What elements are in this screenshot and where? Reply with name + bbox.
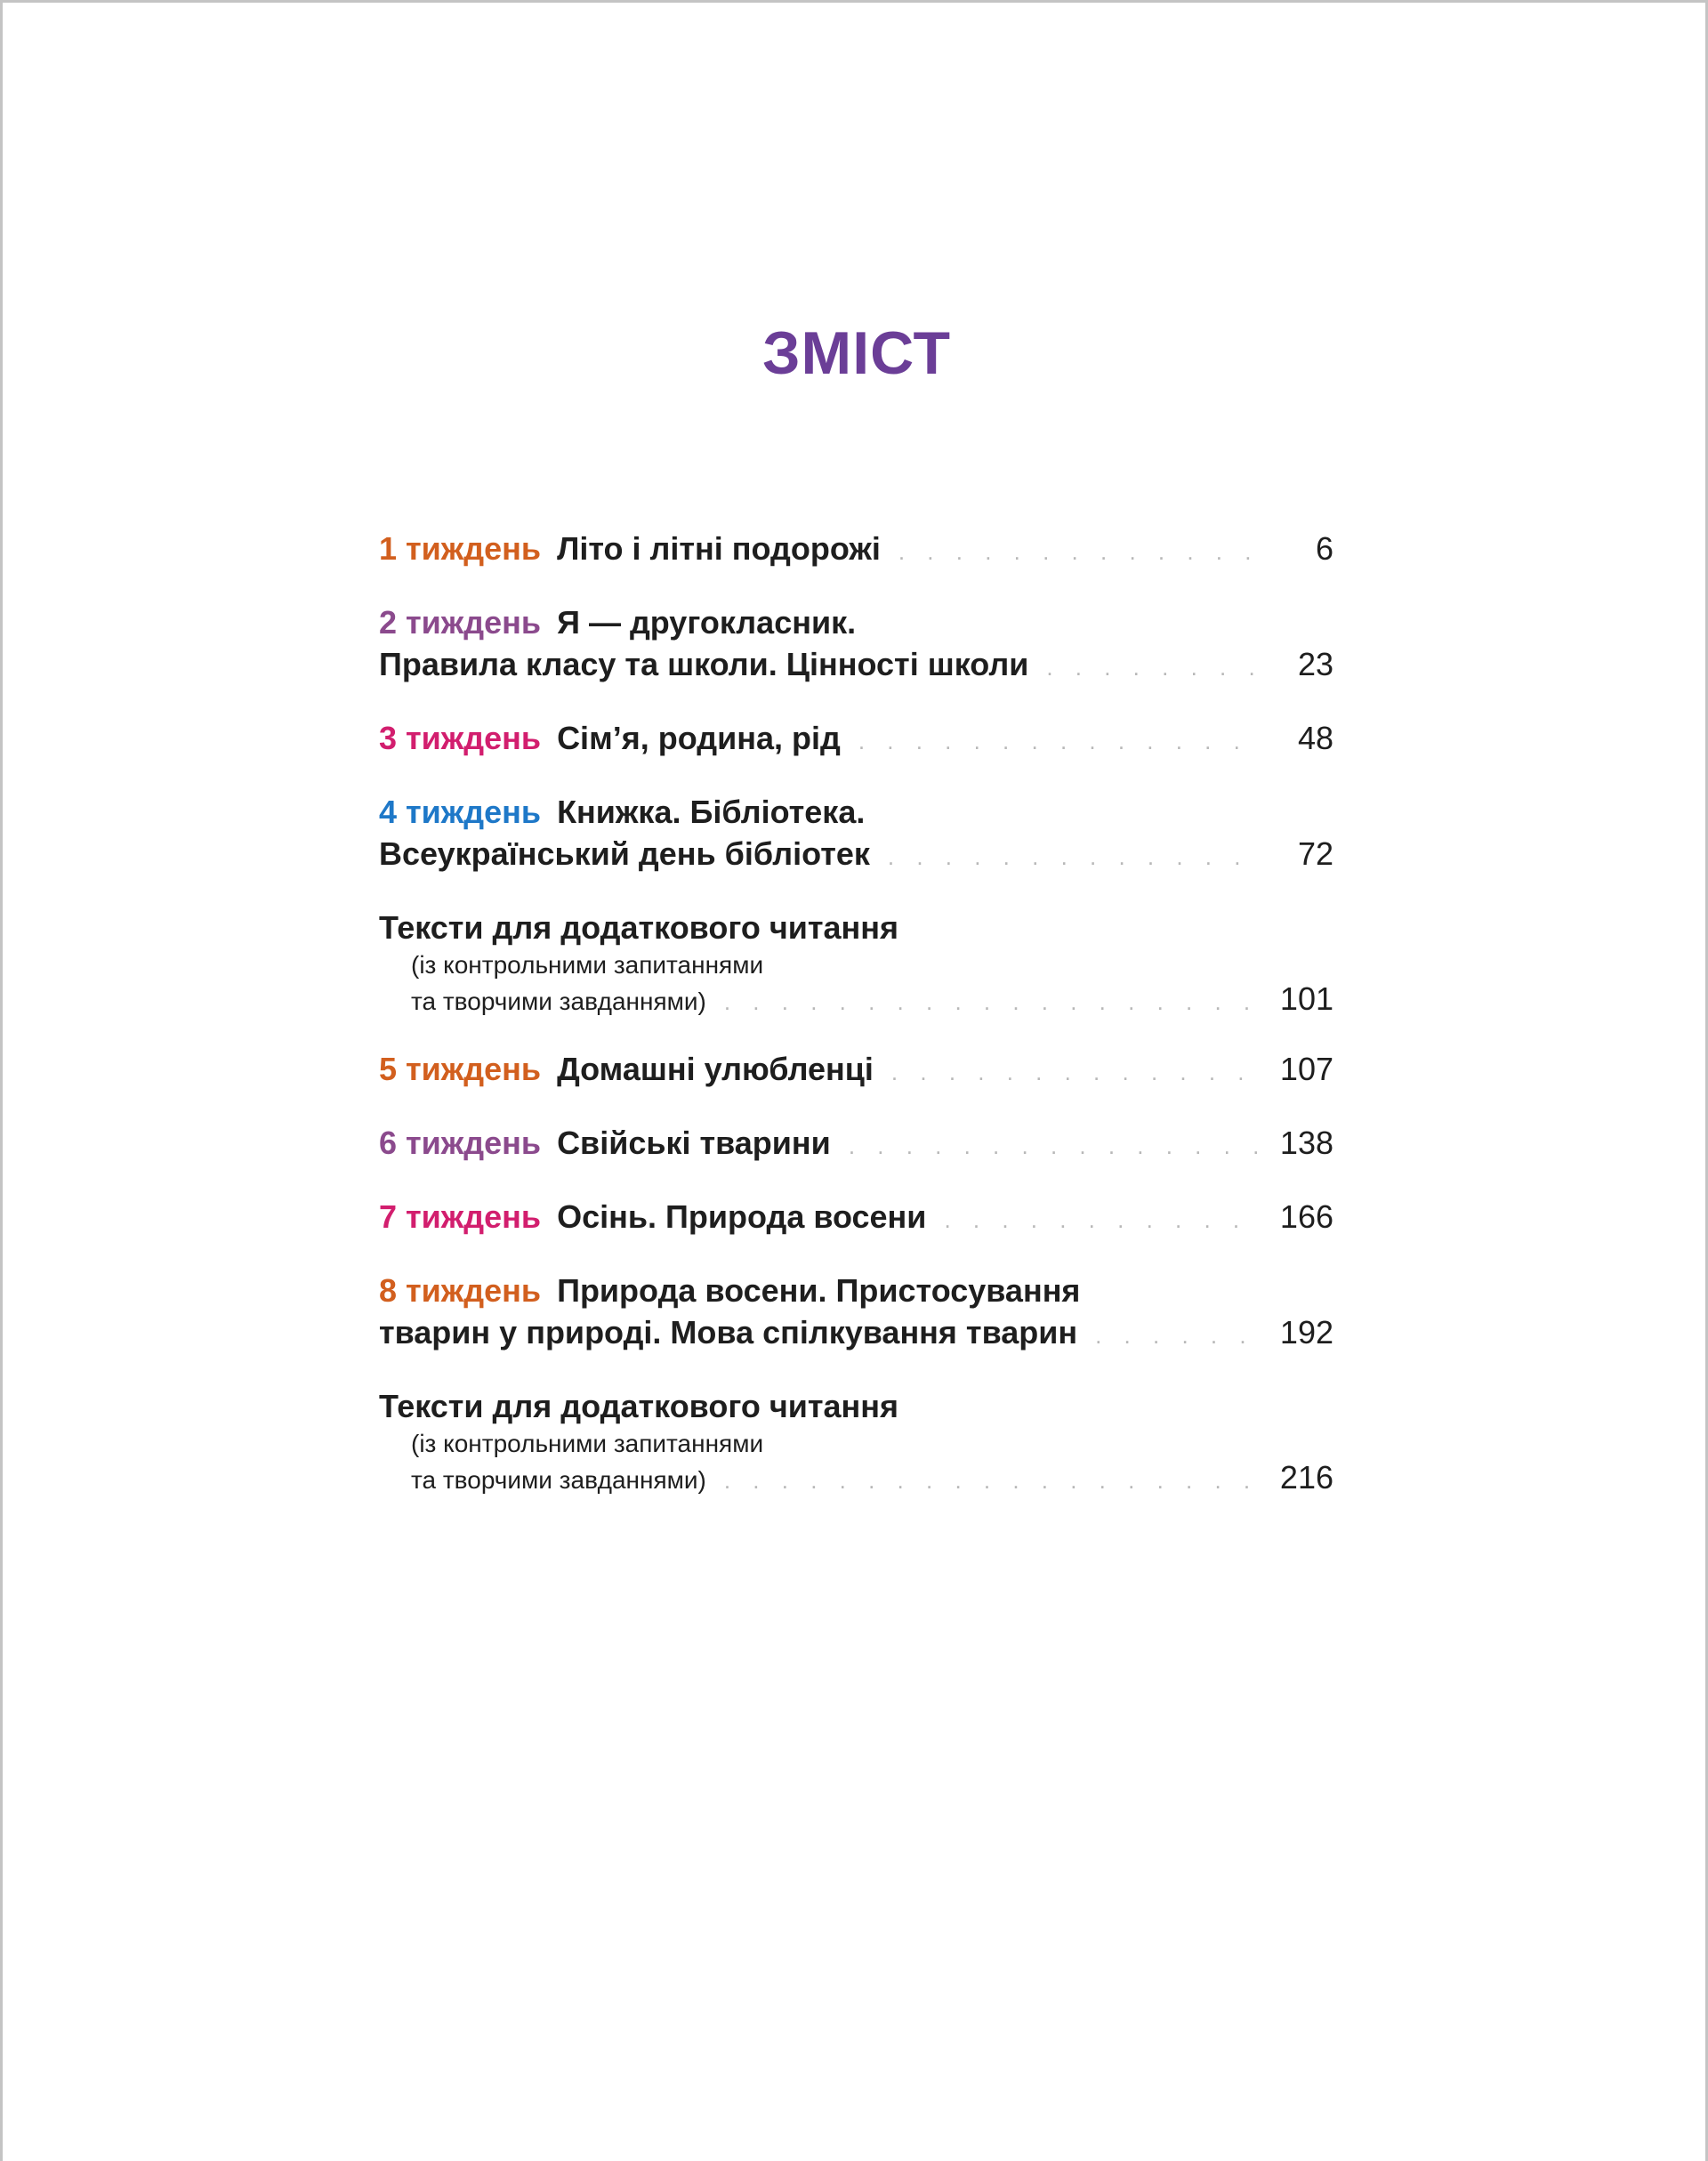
toc-entry-extra-reading-1	[379, 907, 1333, 1016]
entry-title-continued: Всеукраїнський день бібліотек	[379, 835, 870, 872]
toc-entry-week-7	[379, 1196, 1333, 1238]
entry-subtitle-continued: та творчими завданнями)	[411, 1466, 706, 1494]
entry-title: Осінь. Природа восени	[557, 1198, 927, 1235]
dot-leader	[898, 531, 1259, 573]
toc-entry-week-6	[379, 1122, 1333, 1164]
entry-title: Сім’я, родина, рід	[557, 720, 841, 756]
toc-entry-week-1	[379, 528, 1333, 569]
entry-title: Книжка. Бібліотека.	[557, 794, 866, 830]
entry-subtitle-continued: та творчими завданнями)	[411, 988, 706, 1015]
page-number: 101	[1279, 980, 1333, 1017]
week-label: 7 тиждень	[379, 1198, 542, 1235]
entry-subtitle: (із контрольними запитаннями	[411, 951, 764, 979]
week-label: 2 тиждень	[379, 604, 542, 641]
entry-title-continued: Правила класу та школи. Цінності школи	[379, 646, 1029, 682]
page-number: 6	[1315, 530, 1333, 567]
entry-title: Тексти для додаткового читання	[379, 909, 899, 946]
page-number: 192	[1279, 1314, 1333, 1351]
entry-title: Тексти для додаткового читання	[379, 1388, 899, 1424]
toc-entry-week-8	[379, 1270, 1333, 1353]
dot-leader	[891, 1052, 1259, 1093]
page-number: 216	[1279, 1459, 1333, 1496]
dot-leader	[724, 1464, 1259, 1497]
dot-leader	[858, 721, 1259, 762]
toc-entry-week-2	[379, 601, 1333, 685]
week-label: 3 тиждень	[379, 720, 542, 756]
toc-entry-week-4	[379, 791, 1333, 875]
week-label: 5 тиждень	[379, 1051, 542, 1087]
week-label: 6 тиждень	[379, 1125, 542, 1161]
dot-leader	[944, 1199, 1259, 1241]
dot-leader	[724, 985, 1259, 1019]
page-number: 107	[1279, 1051, 1333, 1087]
dot-leader	[849, 1125, 1259, 1167]
entry-title: Я — другокласник.	[557, 604, 857, 641]
week-label: 4 тиждень	[379, 794, 542, 830]
toc-entry-week-3	[379, 717, 1333, 759]
week-label: 1 тиждень	[379, 530, 542, 567]
entry-title: Літо і літні подорожі	[557, 530, 881, 567]
page-number: 23	[1297, 646, 1333, 682]
entry-subtitle: (із контрольними запитаннями	[411, 1430, 764, 1457]
entry-title: Природа восени. Пристосування	[557, 1272, 1081, 1309]
page-title: ЗМІСТ	[761, 319, 952, 387]
table-of-contents	[379, 528, 1333, 1527]
entry-title: Свійські тварини	[557, 1125, 831, 1161]
dot-leader	[1046, 647, 1259, 689]
entry-title-continued: тварин у природі. Мова спілкування тварин	[379, 1314, 1078, 1351]
page-number: 48	[1297, 720, 1333, 756]
toc-entry-week-5	[379, 1048, 1333, 1090]
dot-leader	[888, 836, 1259, 878]
page-number: 166	[1279, 1198, 1333, 1235]
week-label: 8 тиждень	[379, 1272, 542, 1309]
toc-entry-extra-reading-2	[379, 1385, 1333, 1495]
dot-leader	[1095, 1315, 1259, 1357]
page-number: 138	[1279, 1125, 1333, 1161]
page-number: 72	[1297, 835, 1333, 872]
entry-title: Домашні улюбленці	[557, 1051, 874, 1087]
